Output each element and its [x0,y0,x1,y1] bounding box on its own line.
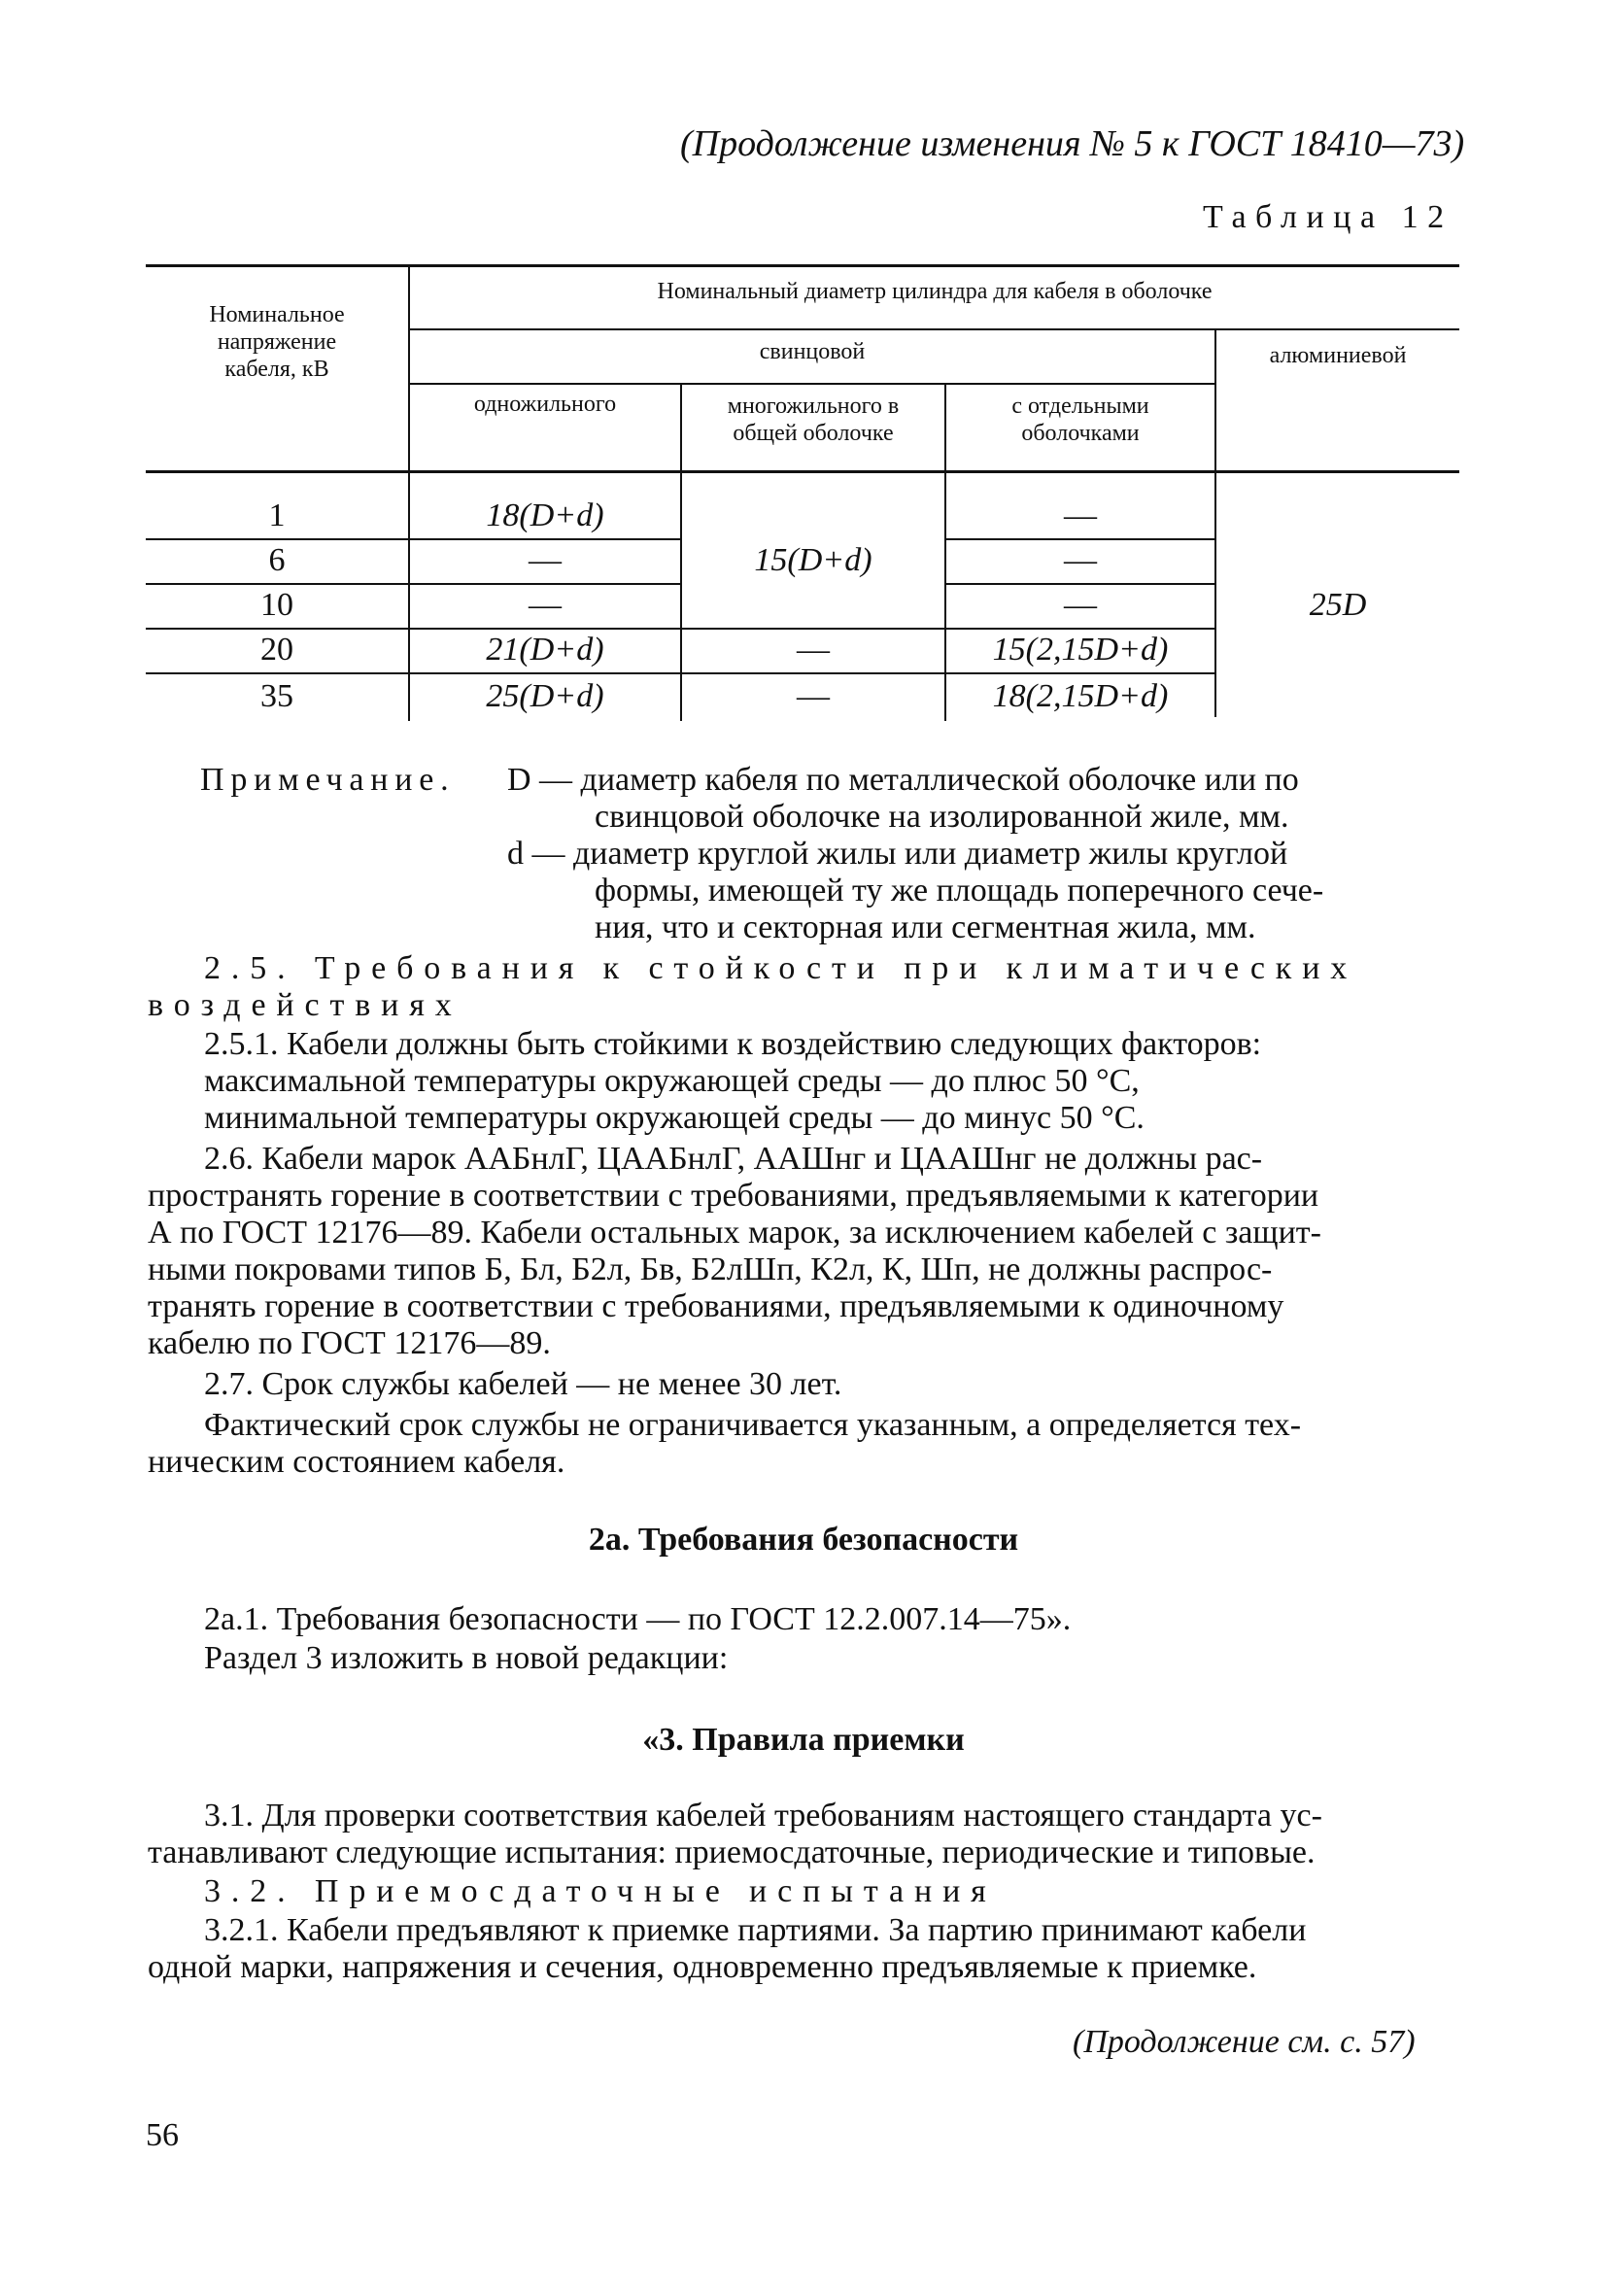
paragraph: 3.2.1. Кабели предъявляют к приемке партиями. За партию принимают кабели [204,1912,1307,1948]
head-multi: многожильного в общей оболочке [727,394,900,446]
row-voltage: 35 [260,678,293,714]
row-multi: — [797,632,830,668]
note-line: d — диаметр круглой жилы или диаметр жилы круглой [507,836,1288,872]
row-single: 25(D+d) [486,678,604,714]
paragraph: 2.5.1. Кабели должны быть стойкими к воздействию следующих факторов: [204,1026,1262,1062]
heading-2-5-cont: воздействиях [148,987,462,1023]
head-aluminum: алюминиевой [1269,343,1407,368]
multi-merged-value: 15(D+d) [754,542,872,578]
row-single: 18(D+d) [486,497,604,533]
aluminum-merged-value: 25D [1309,587,1367,623]
paragraph: Фактический срок службы не ограничивается указанным, а определяется тех- [204,1407,1302,1443]
head-diameter: Номинальный диаметр цилиндра для кабеля в оболочке [657,279,1213,304]
paragraph: Раздел 3 изложить в новой редакции: [204,1640,729,1676]
row-voltage: 6 [268,542,286,578]
note-line: формы, имеющей ту же площадь поперечного сече- [595,873,1324,908]
paragraph: А по ГОСТ 12176—89. Кабели остальных марок, за исключением кабелей с защит- [148,1215,1321,1251]
paragraph: кабелю по ГОСТ 12176—89. [148,1325,551,1361]
row-separate: — [1064,542,1097,578]
paragraph: минимальной температуры окружающей среды — до минус 50 °С. [204,1100,1145,1136]
row-separate: 18(2,15D+d) [992,678,1169,714]
paragraph: пространять горение в соответствии с требованиями, предъявляемыми к категории [148,1178,1319,1214]
row-single: — [529,542,562,578]
row-separate: 15(2,15D+d) [992,632,1169,668]
row-single: 21(D+d) [486,632,604,668]
head-single: одножильного [473,392,617,417]
head-separate: с отдельными оболочками [1011,394,1149,446]
row-voltage: 20 [260,632,293,668]
paragraph: танавливают следующие испытания: приемосдаточные, периодические и типовые. [148,1834,1316,1870]
paragraph: ническим состоянием кабеля. [148,1444,565,1480]
paragraph: транять горение в соответствии с требованиями, предъявляемыми к одиночному [148,1288,1284,1324]
note-line: ния, что и секторная или сегментная жила, мм. [595,909,1256,945]
paragraph: ными покровами типов Б, Бл, Б2л, Бв, Б2лШп, К2л, К, Шп, не должны распрос- [148,1251,1273,1287]
head-lead: свинцовой [759,339,866,364]
paragraph: одной марки, напряжения и сечения, одновременно предъявляемые к приемке. [148,1949,1257,1985]
heading-3-2: 3.2. Приемосдаточные испытания [204,1873,997,1909]
page-number: 56 [146,2117,179,2153]
row-separate: — [1064,497,1097,533]
paragraph: максимальной температуры окружающей среды — до плюс 50 °С, [204,1063,1140,1099]
note-label: Примечание. [200,762,456,798]
row-voltage: 10 [260,587,293,623]
heading-2-5: 2.5. Требования к стойкости при климатических [204,950,1358,986]
row-single: — [529,587,562,623]
paragraph: 2.7. Срок службы кабелей — не менее 30 лет. [204,1366,842,1402]
paragraph: 2а.1. Требования безопасности — по ГОСТ 12.2.007.14—75». [204,1601,1072,1637]
note-line: свинцовой оболочке на изолированной жиле, мм. [595,799,1289,835]
paragraph: 2.6. Кабели марок ААБнлГ, ЦААБнлГ, ААШнг и ЦААШнг не должны рас- [204,1141,1263,1177]
continuation-header: (Продолжение изменения № 5 к ГОСТ 18410—73) [680,123,1465,164]
section-title: 2а. Требования безопасности [588,1522,1019,1558]
note-line: D — диаметр кабеля по металлической оболочке или по [507,762,1299,798]
paragraph: 3.1. Для проверки соответствия кабелей требованиям настоящего стандарта ус- [204,1798,1322,1833]
table-label: Таблица 12 [1203,199,1453,235]
section-title: «3. Правила приемки [642,1722,965,1758]
head-voltage: Номинальное напряжение кабеля, кВ [209,302,345,382]
row-voltage: 1 [268,497,286,533]
row-multi: — [797,678,830,714]
continuation-footer: (Продолжение см. с. 57) [1073,2024,1416,2060]
row-separate: — [1064,587,1097,623]
